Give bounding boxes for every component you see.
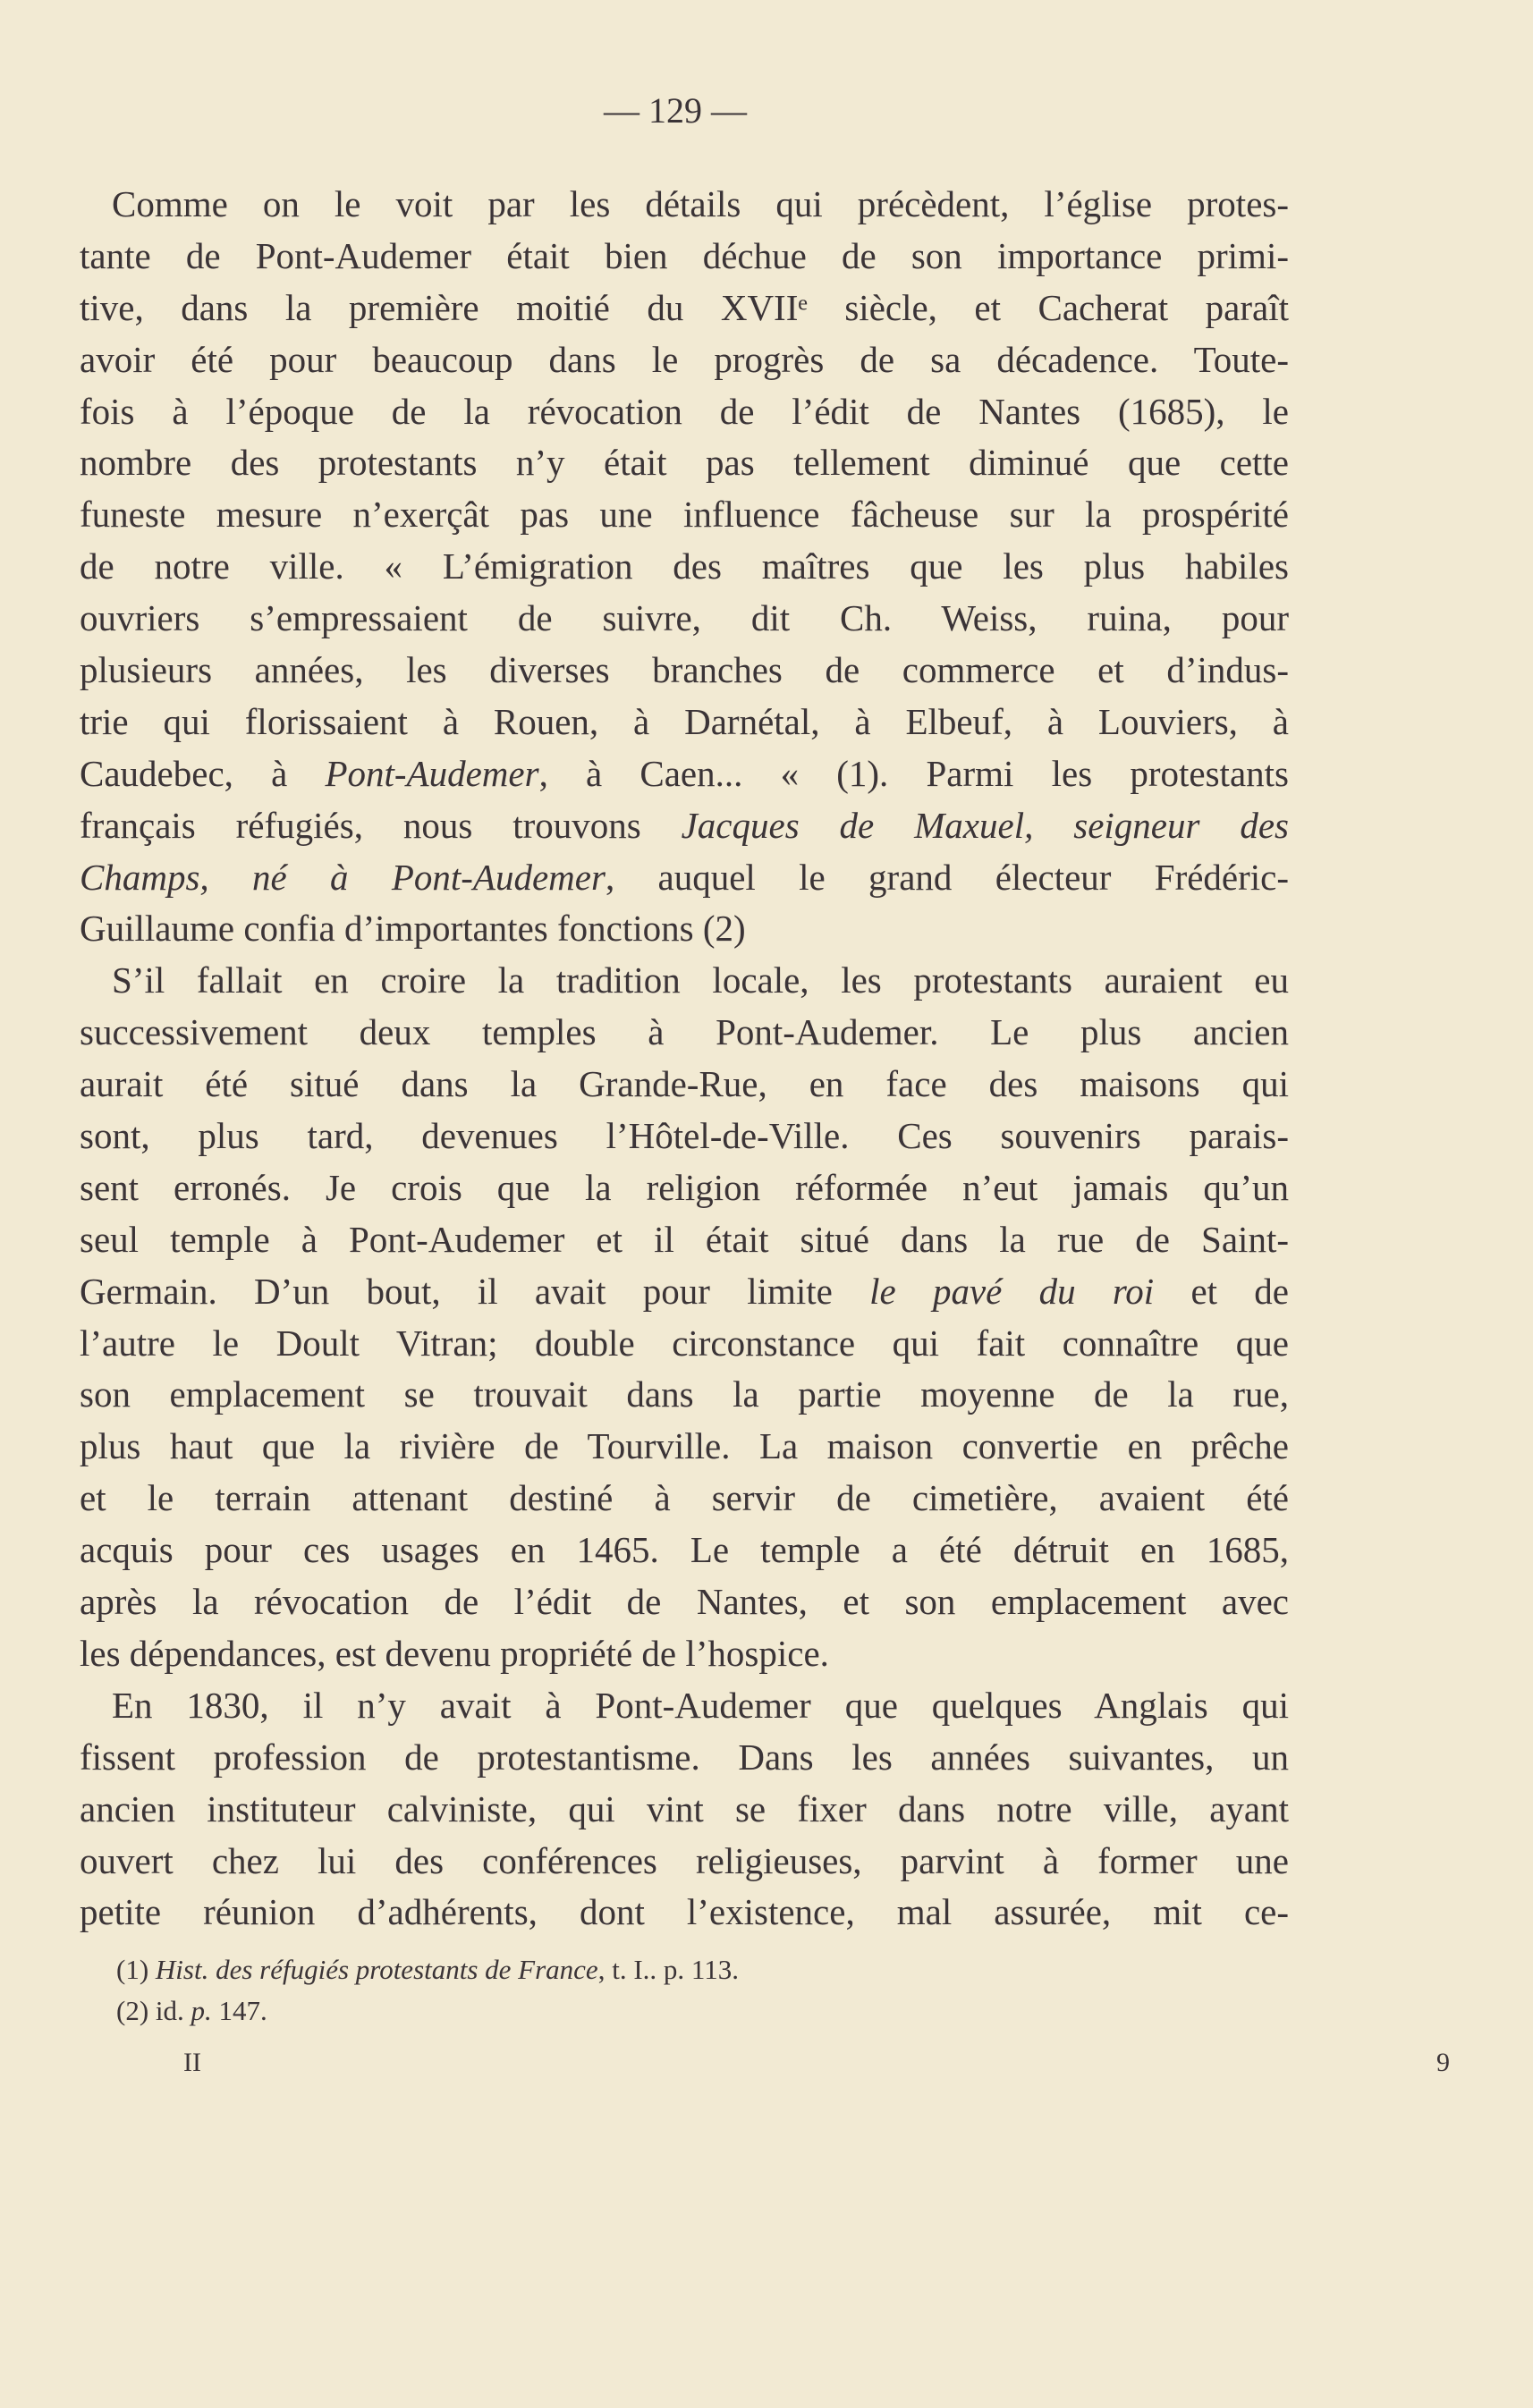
text-segment: Champs, né à Pont-Audemer bbox=[80, 856, 606, 898]
text-line bbox=[80, 489, 1289, 541]
text-segment: sont, plus tard, devenues l’Hôtel-de-Ville. Ces souvenirs parais- bbox=[80, 1115, 1289, 1157]
text-segment: ouvert chez lui des conférences religieuses, parvint à former une bbox=[80, 1839, 1289, 1881]
text-line bbox=[80, 1421, 1289, 1473]
footnote bbox=[116, 1949, 1279, 1990]
text-line bbox=[80, 1162, 1289, 1214]
text-line bbox=[80, 1111, 1289, 1162]
text-segment: tive, dans la première moitié du XVIIᵉ siècle, et Cacherat paraît bbox=[80, 286, 1289, 328]
text-segment: successivement deux temples à Pont-Audemer. Le plus ancien bbox=[80, 1011, 1289, 1053]
text-segment: ouvriers s’empressaient de suivre, dit Ch. Weiss, ruina, pour bbox=[80, 597, 1289, 639]
text-line bbox=[80, 437, 1289, 489]
text-line bbox=[80, 1680, 1289, 1732]
text-segment: ancien instituteur calviniste, qui vint se fixer dans notre ville, ayant bbox=[80, 1787, 1289, 1829]
text-line bbox=[80, 645, 1289, 697]
text-line bbox=[80, 748, 1289, 800]
text-segment: Pont-Audemer bbox=[325, 752, 539, 794]
text-segment: tante de Pont-Audemer était bien déchue de son importance primi- bbox=[80, 234, 1289, 276]
sheet-number: 9 bbox=[1436, 2048, 1450, 2077]
text-segment: l’autre le Doult Vitran; double circonstance qui fait connaître que bbox=[80, 1322, 1289, 1364]
text-line bbox=[80, 955, 1289, 1007]
text-line bbox=[80, 1628, 1289, 1680]
text-line bbox=[80, 1887, 1289, 1939]
text-segment: acquis pour ces usages en 1465. Le temple a été détruit en 1685, bbox=[80, 1529, 1289, 1571]
text-line bbox=[80, 800, 1289, 852]
text-segment: , à Caen... « (1). Parmi les protestants bbox=[538, 752, 1289, 794]
text-line bbox=[80, 593, 1289, 645]
text-line bbox=[80, 1369, 1289, 1421]
text-line bbox=[80, 903, 1289, 955]
text-segment: français réfugiés, nous trouvons bbox=[80, 804, 682, 846]
text-segment: plusieurs années, les diverses branches de commerce et d’indus- bbox=[80, 649, 1289, 691]
text-segment: le pavé du roi bbox=[869, 1270, 1155, 1312]
text-segment: Jacques de Maxuel, seigneur des bbox=[681, 804, 1289, 846]
text-segment: de notre ville. « L’émigration des maîtres que les plus habiles bbox=[80, 545, 1289, 587]
text-line bbox=[80, 283, 1289, 334]
text-segment: petite réunion d’adhérents, dont l’existence, mal assurée, mit ce- bbox=[80, 1891, 1289, 1933]
text-line bbox=[80, 1576, 1289, 1628]
text-segment: , t. I.. p. 113. bbox=[597, 1954, 739, 1985]
text-line bbox=[80, 1266, 1289, 1318]
text-segment: fois à l’époque de la révocation de l’édit de Nantes (1685), le bbox=[80, 390, 1289, 432]
text-line bbox=[80, 1059, 1289, 1111]
text-segment: plus haut que la rivière de Tourville. La maison convertie en prêche bbox=[80, 1425, 1289, 1467]
text-segment: les dépendances, est devenu propriété de l’hospice. bbox=[80, 1632, 829, 1674]
footnotes bbox=[116, 1949, 1279, 2032]
text-line bbox=[80, 179, 1289, 231]
text-segment: après la révocation de l’édit de Nantes, et son emplacement avec bbox=[80, 1581, 1289, 1623]
text-segment: funeste mesure n’exerçât pas une influence fâcheuse sur la prospérité bbox=[80, 494, 1289, 536]
text-line bbox=[80, 1473, 1289, 1525]
text-line bbox=[80, 231, 1289, 283]
text-segment: S’il fallait en croire la tradition locale, les protestants auraient eu bbox=[112, 959, 1289, 1001]
text-segment: En 1830, il n’y avait à Pont-Audemer que quelques Anglais qui bbox=[112, 1684, 1289, 1726]
text-line bbox=[80, 1525, 1289, 1576]
text-line bbox=[80, 541, 1289, 593]
text-line bbox=[80, 1784, 1289, 1836]
text-line bbox=[80, 1318, 1289, 1370]
text-segment: Germain. D’un bout, il avait pour limite bbox=[80, 1270, 870, 1312]
signature-mark: II bbox=[183, 2048, 201, 2077]
text-segment: Guillaume confia d’importantes fonctions (2) bbox=[80, 908, 746, 950]
text-segment: (1) bbox=[116, 1954, 156, 1985]
text-segment: avoir été pour beaucoup dans le progrès de sa décadence. Toute- bbox=[80, 338, 1289, 380]
text-line bbox=[80, 1836, 1289, 1888]
text-line bbox=[80, 386, 1289, 438]
text-segment: nombre des protestants n’y était pas tellement diminué que cette bbox=[80, 442, 1289, 484]
text-line bbox=[80, 1214, 1289, 1266]
text-segment: Comme on le voit par les détails qui précèdent, l’église protes- bbox=[112, 183, 1289, 224]
footnote bbox=[116, 1990, 1279, 2032]
text-segment: et de bbox=[1154, 1270, 1289, 1312]
text-segment: trie qui florissaient à Rouen, à Darnétal, à Elbeuf, à Louviers, à bbox=[80, 700, 1289, 742]
page-number: — 129 — bbox=[604, 90, 747, 131]
text-line bbox=[80, 1007, 1289, 1059]
text-segment: p. bbox=[191, 1995, 212, 2026]
text-segment: (2) id. bbox=[116, 1995, 191, 2026]
text-segment: seul temple à Pont-Audemer et il était situé dans la rue de Saint- bbox=[80, 1218, 1289, 1260]
text-segment: , auquel le grand électeur Frédéric- bbox=[605, 856, 1290, 898]
text-line bbox=[80, 852, 1289, 904]
text-segment: 147. bbox=[211, 1995, 267, 2026]
text-segment: et le terrain attenant destiné à servir de cimetière, avaient été bbox=[80, 1477, 1289, 1519]
text-segment: fissent profession de protestantisme. Dans les années suivantes, un bbox=[80, 1736, 1289, 1778]
text-line bbox=[80, 1732, 1289, 1784]
body-text bbox=[80, 179, 1289, 1939]
text-segment: Hist. des réfugiés protestants de France bbox=[155, 1954, 598, 1985]
text-segment: sent erronés. Je crois que la religion réformée n’eut jamais qu’un bbox=[80, 1166, 1289, 1208]
text-line bbox=[80, 334, 1289, 386]
text-segment: aurait été situé dans la Grande-Rue, en face des maisons qui bbox=[80, 1063, 1289, 1105]
text-segment: Caudebec, à bbox=[80, 752, 326, 794]
text-line bbox=[80, 697, 1289, 748]
text-segment: son emplacement se trouvait dans la partie moyenne de la rue, bbox=[80, 1373, 1289, 1415]
